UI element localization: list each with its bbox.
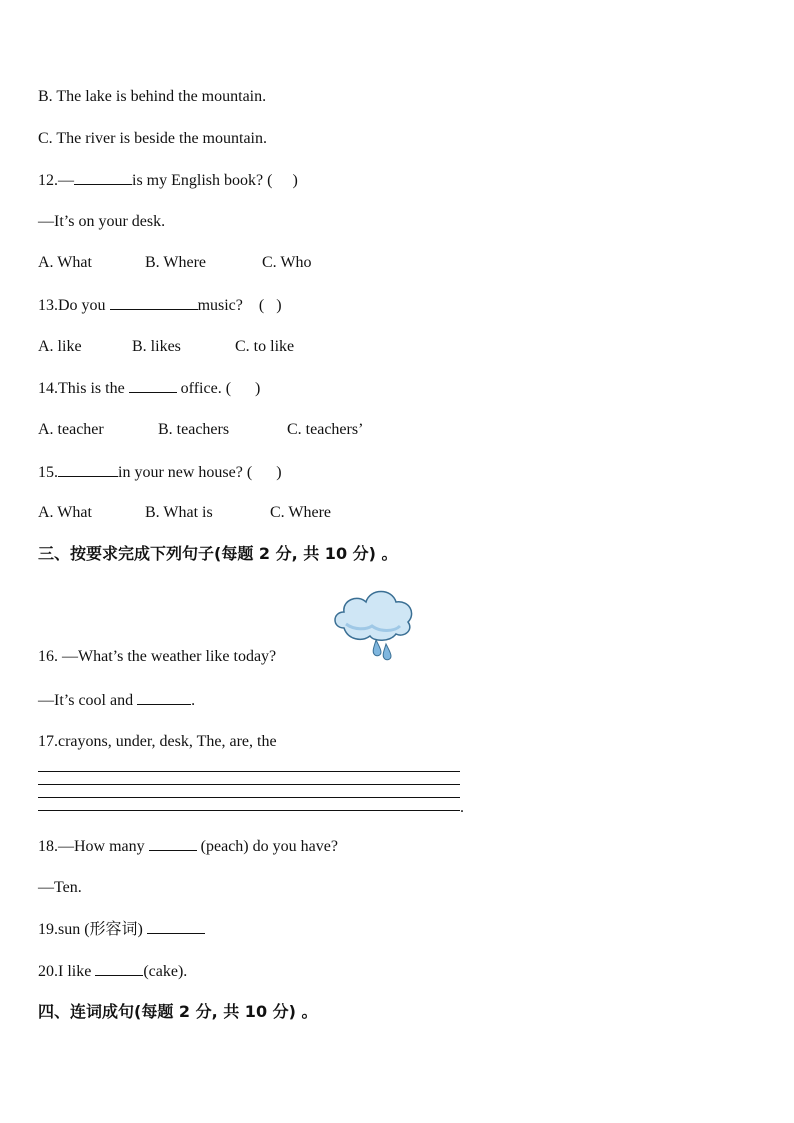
q20-text: (cake).: [143, 963, 188, 980]
q18-text: (peach) do you have?: [196, 838, 338, 855]
option-c-line: C. The river is beside the mountain.: [38, 130, 267, 147]
q12-blank[interactable]: [74, 170, 132, 185]
section-3-heading: 三、按要求完成下列句子(每题 2 分, 共 10 分) 。: [38, 544, 398, 563]
question-18: [38, 836, 338, 857]
q18-blank[interactable]: [149, 836, 197, 851]
question-16: 16. —What’s the weather like today?: [38, 648, 277, 665]
q14-prefix: 14.This is the: [38, 380, 129, 397]
q12-option-a: A. What: [38, 254, 92, 271]
q12-text: is my English book? (: [132, 172, 273, 189]
question-12: [38, 170, 298, 191]
q13-option-b: B. likes: [132, 338, 181, 355]
question-20: [38, 961, 187, 982]
question-14: [38, 378, 260, 399]
q16-answer-text: —It’s cool and: [38, 692, 138, 709]
q12-option-c: C. Who: [262, 254, 312, 271]
q15-prefix: 15.: [38, 464, 58, 481]
q12-options: [38, 253, 311, 273]
option-b-line: B. The lake is behind the mountain.: [38, 88, 267, 105]
q13-prefix: 13.Do you: [38, 297, 110, 314]
q12-answer: —It’s on your desk.: [38, 213, 166, 230]
q14-option-a: A. teacher: [38, 421, 104, 438]
q17-answer-line-4[interactable]: [38, 810, 460, 811]
q16-answer: [38, 690, 195, 711]
question-15: [38, 462, 282, 483]
q15-paren-close: ): [276, 464, 282, 481]
q12-prefix: 12.—: [38, 172, 74, 189]
q17-answer-line-1[interactable]: [38, 771, 460, 772]
q15-options: [38, 503, 331, 523]
question-17: 17.crayons, under, desk, The, are, the: [38, 733, 277, 750]
q13-options: [38, 337, 294, 357]
q14-option-b: B. teachers: [158, 421, 230, 438]
q14-text: office. (: [176, 380, 232, 397]
q14-paren-close: ): [255, 380, 261, 397]
q20-prefix: 20.I like: [38, 963, 96, 980]
section-4-heading: 四、连词成句(每题 2 分, 共 10 分) 。: [38, 1002, 318, 1021]
q17-answer-line-3[interactable]: [38, 797, 460, 798]
q16-period: .: [191, 692, 196, 709]
q19-blank[interactable]: [147, 919, 205, 934]
question-13: [38, 295, 282, 316]
q12-option-b: B. Where: [145, 254, 207, 271]
q13-option-c: C. to like: [235, 338, 295, 355]
q15-option-c: C. Where: [270, 504, 332, 521]
q19-text: 19.sun (形容词): [38, 921, 147, 938]
q13-option-a: A. like: [38, 338, 82, 355]
q14-blank[interactable]: [129, 378, 177, 393]
q17-answer-line-2[interactable]: [38, 784, 460, 785]
q13-blank[interactable]: [110, 295, 198, 310]
rain-cloud-icon: [330, 584, 416, 666]
q16-blank[interactable]: [137, 690, 191, 705]
q13-paren-close: ): [276, 297, 282, 314]
q15-text: in your new house? (: [118, 464, 253, 481]
q15-option-b: B. What is: [145, 504, 213, 521]
q13-paren-open: (: [258, 297, 265, 314]
q18-prefix: 18.—How many: [38, 838, 149, 855]
q15-option-a: A. What: [38, 504, 92, 521]
q13-text: music?: [197, 297, 243, 314]
q20-blank[interactable]: [95, 961, 143, 976]
q15-blank[interactable]: [58, 462, 118, 477]
q17-period: .: [460, 799, 464, 816]
q14-options: [38, 420, 363, 440]
q12-paren-close: ): [292, 172, 298, 189]
question-19: [38, 919, 205, 940]
q18-answer: —Ten.: [38, 879, 82, 896]
q14-option-c: C. teachers’: [287, 421, 364, 438]
